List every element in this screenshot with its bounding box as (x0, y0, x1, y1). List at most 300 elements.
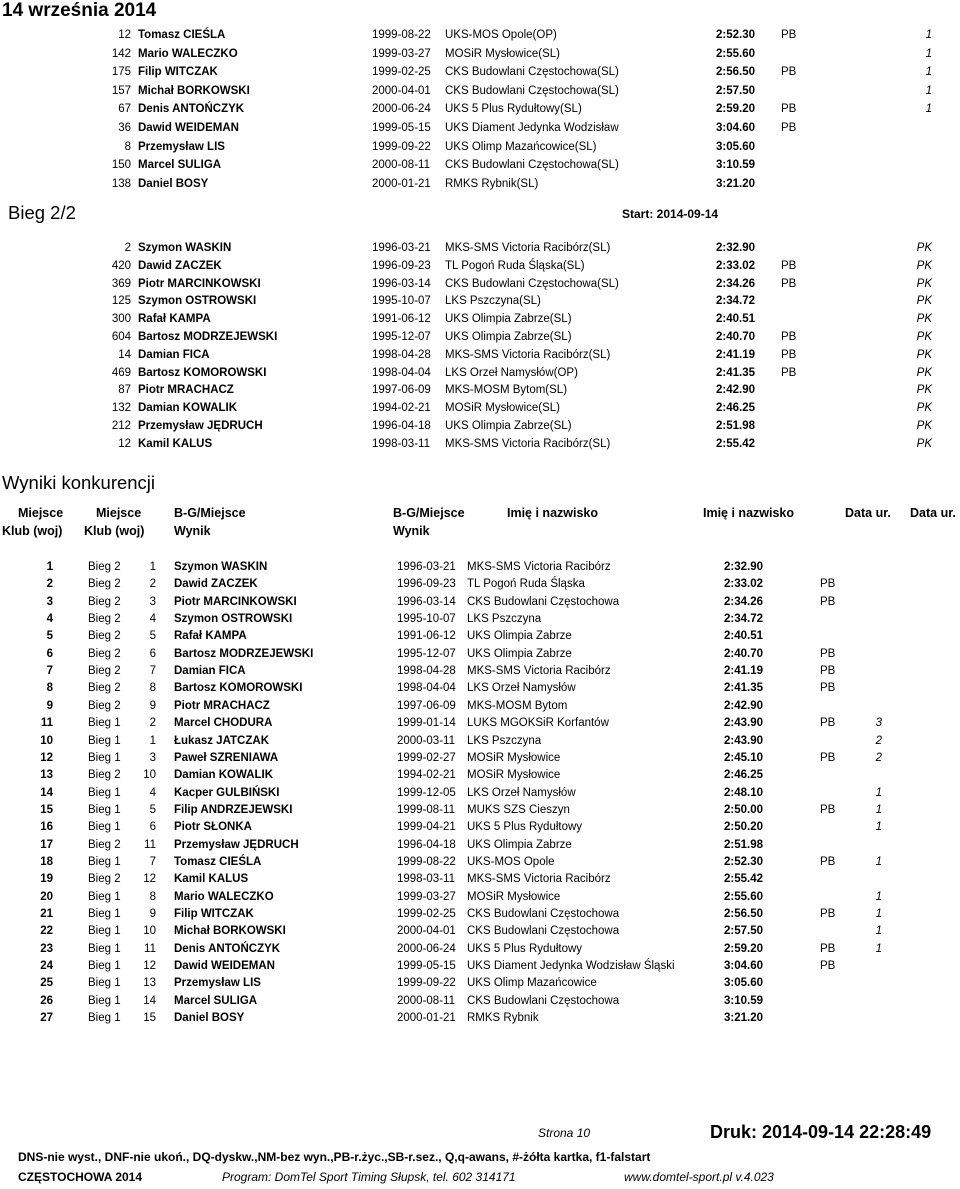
club: UKS 5 Plus Rydułtowy (467, 821, 583, 834)
club: CKS Budowlani Częstochowa (467, 595, 620, 608)
pb-flag: PB (820, 803, 836, 816)
heat-place: 13 (143, 977, 156, 990)
athlete-name: Przemysław JĘDRUCH (174, 838, 299, 851)
bib-number: 420 (111, 259, 131, 272)
time: 3:10.59 (724, 994, 764, 1007)
athlete-name: Szymon WASKIN (138, 242, 232, 254)
time: 2:55.60 (724, 890, 764, 903)
club: MOSiR Mysłowice(SL) (445, 47, 561, 60)
birth-date: 1999-01-14 (397, 717, 456, 730)
birth-date: 1999-03-27 (397, 890, 456, 903)
heat-place: 10 (143, 925, 156, 938)
time: 2:42.90 (724, 699, 764, 712)
bib-number: 469 (111, 366, 131, 379)
club: TL Pogoń Ruda Śląska (467, 578, 585, 591)
place: 10 (40, 734, 53, 747)
heat: Bieg 2 (88, 665, 121, 678)
club: LKS Pszczyna (467, 734, 542, 747)
time: 2:56.50 (716, 66, 756, 79)
club: UKS Olimpia Zabrze (467, 630, 572, 643)
bib-number: 157 (111, 84, 131, 97)
birth-date: 2000-03-11 (397, 734, 455, 747)
athlete-name: Daniel BOSY (174, 1012, 245, 1025)
pb-flag: PB (781, 103, 797, 116)
club: UKS 5 Plus Rydułtowy(SL) (445, 103, 582, 116)
heat: Bieg 1 (88, 717, 121, 730)
athlete-name: Damian KOWALIK (174, 769, 274, 782)
time: 2:55.42 (716, 437, 756, 450)
athlete-name: Dawid ZACZEK (138, 259, 222, 272)
heat-place: 8 (149, 682, 156, 695)
time: 2:43.90 (724, 717, 764, 730)
athlete-name: Piotr MARCINKOWSKI (174, 595, 297, 608)
place: 16 (40, 821, 53, 834)
qualifier: 1 (875, 855, 882, 868)
athlete-name: Piotr MRACHACZ (174, 699, 270, 712)
birth-date: 1999-08-11 (397, 803, 455, 816)
bib-number: 132 (111, 402, 131, 415)
place: 13 (40, 769, 53, 782)
pb-flag: PB (820, 942, 836, 955)
birth-date: 1996-04-18 (372, 420, 431, 432)
pb-flag: PB (820, 578, 836, 591)
heat-place: 10 (143, 769, 156, 782)
pb-flag: PB (781, 122, 797, 134)
birth-date: 1998-04-04 (372, 366, 431, 379)
place: 9 (46, 699, 53, 712)
heat: Bieg 1 (88, 803, 121, 816)
club: MOSiR Mysłowice (467, 890, 561, 903)
club: CKS Budowlani Częstochowa(SL) (445, 277, 619, 290)
time: 3:04.60 (716, 122, 756, 134)
header-dob-2: Data ur. (910, 506, 956, 520)
heat-place: 8 (149, 890, 156, 903)
qualifier: 3 (875, 717, 882, 730)
heat: Bieg 2 (88, 595, 121, 608)
club: LUKS MGOKSiR Korfantów (467, 717, 609, 730)
place: 2 (46, 578, 53, 591)
time: 2:59.20 (716, 103, 756, 116)
athlete-name: Bartosz MODRZEJEWSKI (174, 647, 314, 660)
pb-flag: PB (781, 331, 797, 343)
club: RMKS Rybnik (467, 1012, 539, 1025)
qualifier: PK (916, 259, 932, 272)
athlete-name: Daniel BOSY (138, 177, 209, 190)
birth-date: 1994-02-21 (397, 769, 456, 782)
athlete-name: Bartosz MODRZEJEWSKI (138, 331, 278, 343)
time: 2:40.51 (716, 313, 756, 326)
qualifier: PK (916, 313, 932, 326)
athlete-name: Rafał KAMPA (138, 313, 211, 326)
club: MOSiR Mysłowice (467, 751, 561, 764)
bib-number: 212 (111, 420, 131, 432)
athlete-name: Kamil KALUS (138, 437, 213, 450)
heat-place: 4 (149, 786, 156, 799)
heat: Bieg 1 (88, 786, 121, 799)
club: UKS Diament Jedynka Wodzisław (445, 122, 619, 134)
bib-number: 2 (124, 242, 131, 254)
birth-date: 1997-06-09 (397, 699, 456, 712)
athlete-name: Szymon WASKIN (174, 561, 268, 573)
heat: Bieg 2 (88, 561, 121, 573)
place: 3 (46, 595, 53, 608)
athlete-name: Mario WALECZKO (174, 890, 274, 903)
header-name: Imię i nazwisko (507, 506, 599, 520)
athlete-name: Marcel SULIGA (174, 994, 258, 1007)
birth-date: 2000-04-01 (372, 84, 431, 97)
time: 2:55.60 (716, 47, 756, 60)
place: 5 (46, 630, 53, 643)
place: 19 (40, 873, 53, 886)
birth-date: 1999-08-22 (397, 855, 456, 868)
footer-website: www.domtel-sport.pl v.4.023 (624, 1170, 774, 1184)
qualifier: PK (916, 420, 932, 432)
birth-date: 2000-08-11 (397, 994, 455, 1007)
pb-flag: PB (820, 682, 836, 695)
athlete-name: Dawid WEIDEMAN (138, 122, 239, 134)
birth-date: 1995-10-07 (397, 613, 456, 626)
birth-date: 1994-02-21 (372, 402, 431, 415)
time: 3:10.59 (716, 159, 756, 172)
heat: Bieg 1 (88, 960, 121, 973)
athlete-name: Filip WITCZAK (174, 908, 254, 920)
time: 2:51.98 (716, 420, 756, 432)
club: CKS Budowlani Częstochowa(SL) (445, 66, 619, 79)
time: 3:21.20 (716, 177, 756, 190)
time: 2:51.98 (724, 838, 764, 851)
qualifier: PK (916, 331, 932, 343)
qualifier: 2 (875, 734, 882, 747)
time: 3:04.60 (724, 960, 764, 973)
qualifier: PK (916, 295, 932, 308)
time: 2:32.90 (724, 561, 764, 573)
qualifier: 1 (925, 103, 932, 116)
time: 2:48.10 (724, 786, 764, 799)
heat-place: 1 (149, 734, 156, 747)
club: CKS Budowlani Częstochowa (467, 908, 620, 920)
heat-place: 12 (143, 960, 156, 973)
qualifier: 1 (925, 29, 932, 41)
qualifier: PK (916, 384, 932, 397)
athlete-name: Bartosz KOMOROWSKI (174, 682, 303, 695)
print-timestamp: Druk: 2014-09-14 22:28:49 (710, 1122, 932, 1142)
heat: Bieg 1 (88, 855, 121, 868)
birth-date: 1996-09-23 (397, 578, 456, 591)
heat-place: 7 (149, 665, 156, 678)
club: UKS Diament Jedynka Wodzisław Śląski (467, 960, 675, 973)
time: 2:34.72 (716, 295, 756, 308)
athlete-name: Bartosz KOMOROWSKI (138, 366, 267, 379)
heat-place: 14 (143, 994, 156, 1007)
heat: Bieg 1 (88, 821, 121, 834)
pb-flag: PB (820, 647, 836, 660)
time: 3:21.20 (724, 1012, 764, 1025)
time: 2:59.20 (724, 942, 764, 955)
athlete-name: Marcel CHODURA (174, 717, 273, 730)
heat: Bieg 2 (88, 769, 121, 782)
qualifier: PK (916, 402, 932, 415)
pb-flag: PB (781, 29, 797, 41)
header-result-2: Wynik (393, 524, 430, 538)
athlete-name: Tomasz CIEŚLA (138, 29, 226, 41)
birth-date: 2000-01-21 (397, 1012, 456, 1025)
birth-date: 2000-06-24 (372, 103, 431, 116)
bib-number: 67 (118, 103, 131, 116)
birth-date: 1999-02-27 (397, 751, 456, 764)
place: 22 (40, 925, 53, 938)
birth-date: 1999-08-22 (372, 29, 431, 41)
club: UKS Olimpia Zabrze(SL) (445, 313, 572, 326)
birth-date: 2000-06-24 (397, 942, 456, 955)
time: 2:34.26 (716, 277, 756, 290)
time: 2:42.90 (716, 384, 756, 397)
athlete-name: Michał BORKOWSKI (138, 84, 250, 97)
header-club-2: Klub (woj) (84, 524, 145, 538)
birth-date: 1999-05-15 (372, 122, 431, 134)
birth-date: 1996-04-18 (397, 838, 456, 851)
qualifier: PK (916, 366, 932, 379)
time: 2:57.50 (716, 84, 756, 97)
birth-date: 1998-03-11 (372, 437, 430, 450)
athlete-name: Przemysław LIS (138, 140, 225, 153)
athlete-name: Piotr MARCINKOWSKI (138, 277, 261, 290)
club: UKS 5 Plus Rydułtowy (467, 942, 583, 955)
club: MKS-SMS Victoria Racibórz (467, 561, 611, 573)
athlete-name: Paweł SZRENIAWA (174, 751, 279, 764)
bib-number: 138 (111, 177, 131, 190)
qualifier: 1 (925, 66, 932, 79)
heat: Bieg 1 (88, 908, 121, 920)
header-place: Miejsce (18, 506, 64, 520)
heat: Bieg 2 (88, 682, 121, 695)
club: CKS Budowlani Częstochowa (467, 994, 620, 1007)
date-header: 14 września 2014 (2, 0, 157, 21)
heat-place: 3 (149, 595, 156, 608)
heat-place: 4 (149, 613, 156, 626)
qualifier: 1 (875, 942, 882, 955)
qualifier: 1 (875, 803, 882, 816)
club: MKS-SMS Victoria Racibórz(SL) (445, 242, 611, 254)
pb-flag: PB (820, 751, 836, 764)
time: 2:34.26 (724, 595, 764, 608)
heat: Bieg 2 (88, 647, 121, 660)
birth-date: 1995-12-07 (372, 331, 431, 343)
club: MOSiR Mysłowice(SL) (445, 402, 561, 415)
time: 2:52.30 (724, 855, 764, 868)
pb-flag: PB (781, 259, 797, 272)
qualifier: 1 (925, 47, 932, 60)
time: 2:45.10 (724, 751, 764, 764)
club: UKS Olimpia Zabrze (467, 838, 572, 851)
header-name-2: Imię i nazwisko (703, 506, 795, 520)
club: LKS Pszczyna (467, 613, 542, 626)
birth-date: 2000-04-01 (397, 925, 456, 938)
club: LKS Pszczyna(SL) (445, 295, 541, 308)
place: 24 (40, 960, 53, 973)
athlete-name: Marcel SULIGA (138, 159, 222, 172)
birth-date: 1995-10-07 (372, 295, 431, 308)
heat-place: 7 (149, 855, 156, 868)
pb-flag: PB (820, 717, 836, 730)
heat-place: 15 (143, 1012, 156, 1025)
club: UKS Olimpia Zabrze(SL) (445, 331, 572, 343)
pb-flag: PB (820, 960, 836, 973)
club: RMKS Rybnik(SL) (445, 177, 539, 190)
heat-place: 2 (149, 717, 156, 730)
qualifier: PK (916, 242, 932, 254)
time: 2:41.19 (724, 665, 764, 678)
athlete-name: Szymon OSTROWSKI (174, 613, 293, 626)
athlete-name: Dawid ZACZEK (174, 578, 258, 591)
athlete-name: Dawid WEIDEMAN (174, 960, 275, 973)
club: UKS-MOS Opole (467, 855, 555, 868)
birth-date: 1999-05-15 (397, 960, 456, 973)
heat: Bieg 1 (88, 734, 121, 747)
bib-number: 14 (118, 348, 131, 361)
heat: Bieg 2 (88, 613, 121, 626)
athlete-name: Rafał KAMPA (174, 630, 247, 643)
heat-place: 5 (149, 803, 156, 816)
athlete-name: Szymon OSTROWSKI (138, 295, 257, 308)
time: 2:50.00 (724, 803, 764, 816)
pb-flag: PB (781, 366, 797, 379)
birth-date: 2000-08-11 (372, 159, 430, 172)
pb-flag: PB (820, 595, 836, 608)
results-title: Wyniki konkurencji (2, 472, 156, 493)
heat: Bieg 2 (88, 630, 121, 643)
heat: Bieg 2 (88, 578, 121, 591)
pb-flag: PB (781, 348, 797, 361)
qualifier: PK (916, 437, 932, 450)
heat-place: 9 (149, 699, 156, 712)
club: MKS-SMS Victoria Racibórz(SL) (445, 348, 611, 361)
time: 2:40.70 (724, 647, 764, 660)
heat: Bieg 1 (88, 890, 121, 903)
athlete-name: Damian FICA (174, 665, 246, 678)
time: 2:50.20 (724, 821, 764, 834)
athlete-name: Michał BORKOWSKI (174, 925, 286, 938)
birth-date: 1996-03-21 (372, 242, 431, 254)
heat-place: 6 (149, 821, 156, 834)
heat: Bieg 1 (88, 994, 121, 1007)
time: 2:40.70 (716, 331, 756, 343)
athlete-name: Łukasz JATCZAK (174, 734, 269, 747)
header-heat-place-2: B-G/Miejsce (393, 506, 465, 520)
club: CKS Budowlani Częstochowa(SL) (445, 84, 619, 97)
birth-date: 1998-04-28 (397, 665, 456, 678)
birth-date: 1996-03-21 (397, 561, 456, 573)
athlete-name: Tomasz CIEŚLA (174, 855, 262, 868)
pb-flag: PB (781, 277, 797, 290)
athlete-name: Przemysław LIS (174, 977, 261, 990)
bib-number: 175 (111, 66, 131, 79)
heat-place: 2 (149, 578, 156, 591)
bib-number: 12 (118, 29, 131, 41)
heat: Bieg 1 (88, 942, 121, 955)
pb-flag: PB (820, 908, 836, 920)
club: CKS Budowlani Częstochowa(SL) (445, 159, 619, 172)
place: 14 (40, 786, 53, 799)
athlete-name: Filip WITCZAK (138, 66, 218, 79)
place: 23 (40, 942, 53, 955)
club: UKS Olimpia Zabrze(SL) (445, 420, 572, 432)
legend: DNS-nie wyst., DNF-nie ukoń., DQ-dyskw.,NM-bez wyn.,PB-r.życ.,SB-r.sez., Q,q-awans, #-żółta kartka, f1-falstart (18, 1150, 651, 1164)
time: 2:41.35 (724, 682, 764, 695)
birth-date: 1999-09-22 (397, 977, 456, 990)
club: UKS Olimp Mazańcowice (467, 977, 597, 990)
time: 3:05.60 (716, 140, 756, 153)
heat-place: 11 (144, 942, 156, 955)
place: 6 (46, 647, 53, 660)
heat-place: 9 (149, 908, 156, 920)
pb-flag: PB (820, 665, 836, 678)
birth-date: 1991-06-12 (397, 630, 456, 643)
bib-number: 12 (118, 437, 131, 450)
club: MKS-MOSM Bytom (467, 699, 568, 712)
place: 25 (40, 977, 53, 990)
time: 2:33.02 (724, 578, 764, 591)
birth-date: 1998-04-28 (372, 348, 431, 361)
bib-number: 150 (111, 159, 131, 172)
bib-number: 142 (111, 47, 131, 60)
qualifier: PK (916, 348, 932, 361)
place: 8 (46, 682, 53, 695)
time: 2:56.50 (724, 908, 764, 920)
bib-number: 604 (111, 331, 131, 343)
heat: Bieg 1 (88, 925, 121, 938)
club: LKS Orzeł Namysłów (467, 682, 576, 695)
athlete-name: Mario WALECZKO (138, 47, 238, 60)
athlete-name: Przemysław JĘDRUCH (138, 420, 263, 432)
athlete-name: Kamil KALUS (174, 873, 249, 886)
club: LKS Orzeł Namysłów (467, 786, 576, 799)
page-number: Strona 10 (538, 1126, 591, 1140)
club: MUKS SZS Cieszyn (467, 803, 570, 816)
heat2-start: Start: 2014-09-14 (622, 207, 719, 221)
club: UKS Olimp Mazańcowice(SL) (445, 140, 597, 153)
qualifier: 1 (875, 890, 882, 903)
place: 11 (40, 717, 53, 730)
heat: Bieg 1 (88, 751, 121, 764)
qualifier: 1 (875, 821, 882, 834)
birth-date: 1999-12-05 (397, 786, 456, 799)
place: 20 (40, 890, 53, 903)
birth-date: 1997-06-09 (372, 384, 431, 397)
time: 2:46.25 (716, 402, 756, 415)
athlete-name: Filip ANDRZEJEWSKI (174, 803, 293, 816)
place: 17 (40, 838, 53, 851)
qualifier: PK (916, 277, 932, 290)
place: 21 (40, 908, 53, 920)
athlete-name: Damian KOWALIK (138, 402, 238, 415)
heat: Bieg 2 (88, 699, 121, 712)
place: 4 (46, 613, 53, 626)
heat-place: 5 (149, 630, 156, 643)
club: MKS-MOSM Bytom(SL) (445, 384, 568, 397)
heat-place: 1 (149, 561, 156, 573)
athlete-name: Kacper GULBIŃSKI (174, 786, 280, 799)
time: 2:57.50 (724, 925, 764, 938)
bib-number: 8 (124, 140, 131, 153)
time: 2:32.90 (716, 242, 756, 254)
pb-flag: PB (781, 66, 797, 79)
athlete-name: Piotr MRACHACZ (138, 384, 234, 397)
heat: Bieg 2 (88, 873, 121, 886)
heat-place: 12 (143, 873, 156, 886)
time: 2:41.35 (716, 366, 756, 379)
club: LKS Orzeł Namysłów(OP) (445, 366, 578, 379)
qualifier: 1 (875, 925, 882, 938)
